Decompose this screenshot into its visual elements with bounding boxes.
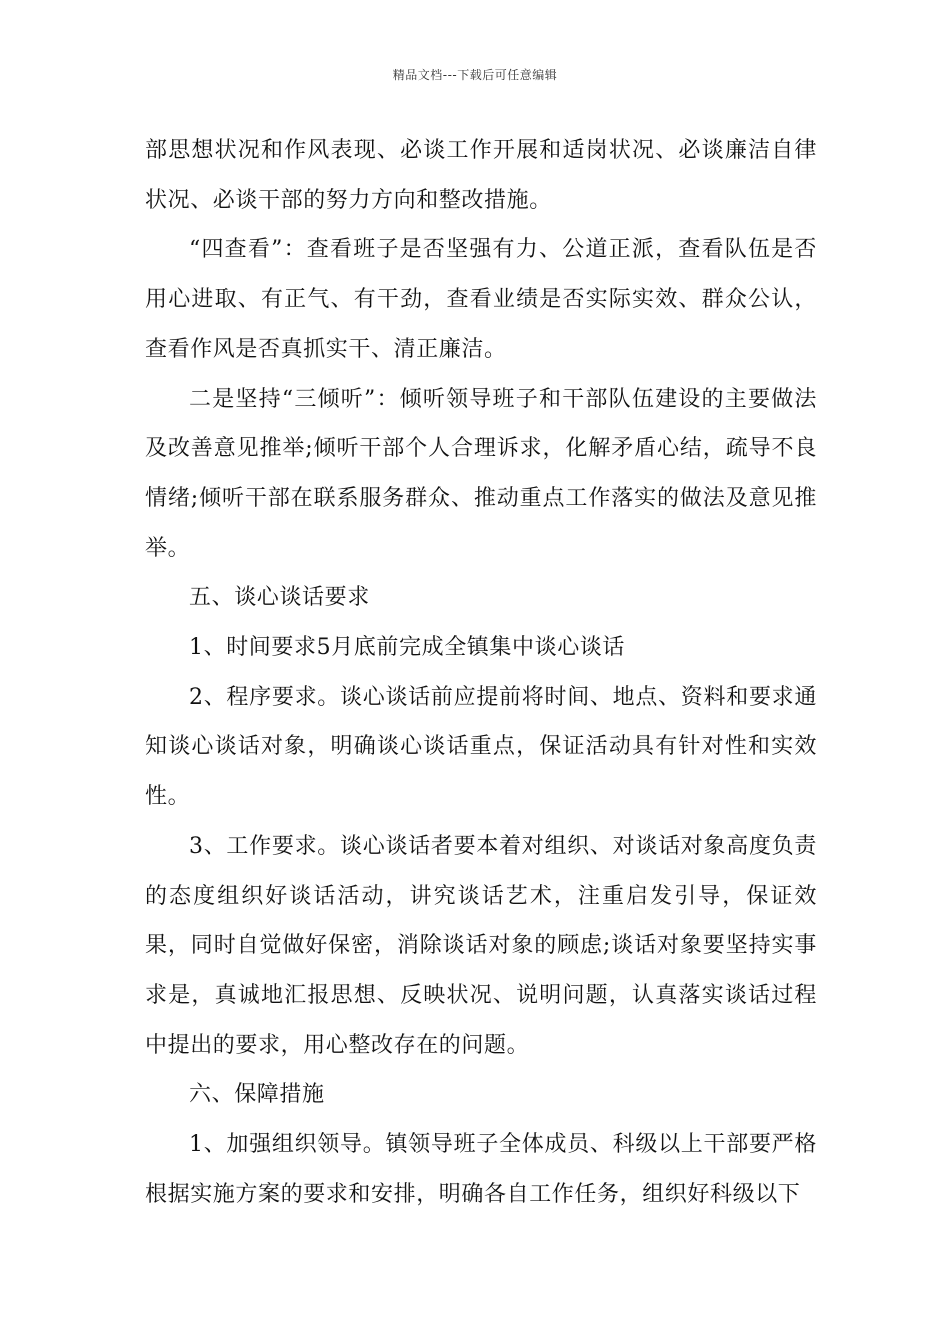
paragraph: 部思想状况和作风表现、必谈工作开展和适岗状况、必谈廉洁自律状况、必谈干部的努力方向和整改措施。 bbox=[145, 138, 817, 213]
section-heading: 六、保障措施 bbox=[189, 1082, 325, 1108]
paragraph: 1、加强组织领导。镇领导班子全体成员、科级以上干部要严格根据实施方案的要求和安排，明确各自工作任务，组织好科级以下 bbox=[145, 1132, 817, 1207]
paragraph: 2、程序要求。谈心谈话前应提前将时间、地点、资料和要求通知谈心谈话对象，明确谈心谈话重点，保证活动具有针对性和实效性。 bbox=[145, 684, 817, 810]
paragraph: 3、工作要求。谈心谈话者要本着对组织、对谈话对象高度负责的态度组织好谈话活动，讲究谈话艺术，注重启发引导，保证效果，同时自觉做好保密，消除谈话对象的顾虑;谈话对象要坚持实事求是，真诚地汇报思想、反映状况、说明问题，认真落实谈话过程中提出的要求，用心整改存在的问题。 bbox=[145, 833, 817, 1058]
page-header: 精品文档---下载后可任意编辑 bbox=[392, 68, 558, 82]
paragraph: 二是坚持“三倾听”：倾听领导班子和干部队伍建设的主要做法及改善意见推举;倾听干部个人合理诉求，化解矛盾心结，疏导不良情绪;倾听干部在联系服务群众、推动重点工作落实的做法及意见推举。 bbox=[145, 386, 817, 561]
paragraph: “四查看”：查看班子是否坚强有力、公道正派，查看队伍是否用心进取、有正气、有干劲，查看业绩是否实际实效、群众公认，查看作风是否真抓实干、清正廉洁。 bbox=[145, 237, 817, 362]
paragraph: 1、时间要求5月底前完成全镇集中谈心谈话 bbox=[189, 635, 625, 661]
document-body bbox=[145, 126, 817, 1219]
section-heading: 五、谈心谈话要求 bbox=[189, 585, 370, 611]
